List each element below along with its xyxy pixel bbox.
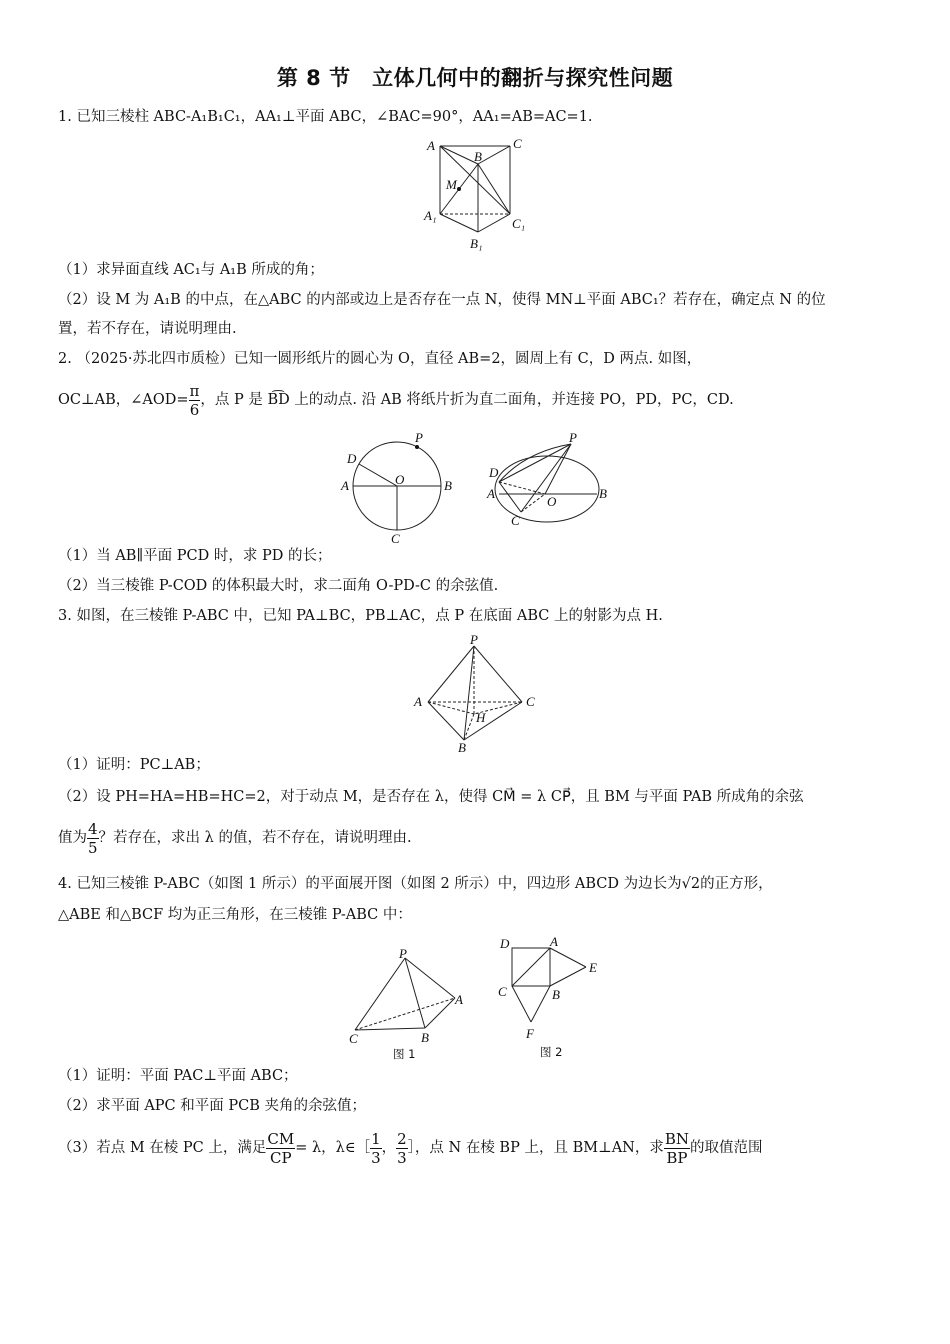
problem-1-part-2-cont: 置，若不存在，请说明理由. — [58, 321, 237, 337]
frac-denominator: BP — [666, 1148, 688, 1167]
label-O: O — [547, 494, 557, 509]
part-text: 的取值范围 — [690, 1140, 763, 1156]
fraction-cm-over-cp — [266, 1130, 295, 1167]
label-O: O — [395, 472, 405, 487]
label-A: A — [414, 694, 422, 709]
problem-2-stem-line1: 2. （2025·苏北四市质检）已知一圆形纸片的圆心为 O，直径 AB=2，圆周上有 C，D 两点. 如图， — [58, 351, 702, 367]
label-C: C — [526, 694, 535, 709]
stem-text: OC⊥AB，∠AOD= — [58, 392, 189, 408]
label-A1: A₁ — [424, 208, 437, 223]
figure-1-caption: 图 1 — [393, 1047, 416, 1061]
frac-denominator: 3 — [397, 1148, 407, 1167]
problem-3-part-1: （1）证明：PC⊥AB； — [58, 757, 210, 773]
label-C: C — [511, 513, 520, 528]
label-B: B — [552, 987, 560, 1002]
label-P: P — [569, 430, 577, 445]
part-text: （3）若点 M 在棱 PC 上，满足 — [58, 1140, 267, 1156]
problem-4-part-1: （1）证明：平面 PAC⊥平面 ABC； — [58, 1068, 298, 1084]
label-C: C — [513, 136, 522, 151]
problem-1-part-1: （1）求异面直线 AC₁与 A₁B 所成的角； — [58, 262, 324, 278]
problem-3-stem: 3. 如图，在三棱锥 P-ABC 中，已知 PA⊥BC，PB⊥AC，点 P 在底面 ABC 上的射影为点 H. — [58, 608, 663, 624]
label-P: P — [470, 632, 478, 647]
label-D: D — [347, 451, 357, 466]
problem-2-figure-circle — [335, 428, 465, 548]
frac-numerator: CM — [267, 1129, 295, 1148]
label-F: F — [526, 1026, 534, 1041]
label-B: B — [474, 149, 482, 164]
frac-numerator: BN — [664, 1129, 690, 1148]
problem-2-part-1: （1）当 AB∥平面 PCD 时，求 PD 的长； — [58, 548, 332, 564]
problem-4-part-3 — [58, 1128, 763, 1168]
problem-3-part-2: （2）设 PH=HA=HB=HC=2，对于动点 M，是否存在 λ，使得 CM⃗ = λ CP⃗，且 BM 与平面 PAB 所成角的余弦 — [58, 789, 804, 805]
problem-4-figure-2 — [494, 932, 614, 1062]
part-text: = λ，λ∈［ — [295, 1140, 371, 1156]
fraction-4-over-5 — [87, 820, 99, 857]
frac-denominator: CP — [269, 1148, 292, 1167]
label-A: A — [341, 478, 349, 493]
problem-4-part-2: （2）求平面 APC 和平面 PCB 夹角的余弦值； — [58, 1098, 366, 1114]
label-D: D — [500, 936, 510, 951]
label-C: C — [498, 984, 507, 999]
label-D: D — [489, 465, 499, 480]
label-H: H — [476, 710, 486, 725]
problem-1-figure — [420, 136, 530, 256]
problem-4-stem-line2: △ABE 和△BCF 均为正三角形，在三棱锥 P-ABC 中： — [58, 907, 412, 923]
label-C: C — [391, 531, 400, 546]
frac-numerator: π — [189, 381, 200, 400]
problem-1-part-2: （2）设 M 为 A₁B 的中点，在△ABC 的内部或边上是否存在一点 N，使得 MN⊥平面 ABC₁？若存在，确定点 N 的位 — [58, 292, 826, 308]
label-P: P — [415, 430, 423, 445]
label-P: P — [399, 946, 407, 961]
problem-3-part-2-cont — [58, 818, 412, 858]
fraction-1-over-3 — [370, 1130, 382, 1167]
frac-denominator: 6 — [189, 400, 200, 419]
label-B: B — [458, 740, 466, 755]
frac-numerator: 1 — [371, 1129, 381, 1148]
problem-2-part-2: （2）当三棱锥 P-COD 的体积最大时，求二面角 O-PD-C 的余弦值. — [58, 578, 499, 594]
frac-denominator: 5 — [88, 838, 98, 857]
label-B1: B₁ — [470, 236, 483, 251]
part-text: ？若存在，求出 λ 的值，若不存在，请说明理由. — [98, 830, 412, 846]
label-M: M — [446, 177, 457, 192]
problem-4-stem-line1: 4. 已知三棱锥 P-ABC（如图 1 所示）的平面展开图（如图 2 所示）中，四边形 ABCD 为边长为√2的正方形， — [58, 876, 773, 892]
label-A: A — [550, 934, 558, 949]
label-A: A — [455, 992, 463, 1007]
part-text: ， — [381, 1140, 397, 1156]
label-B: B — [599, 486, 607, 501]
label-C1: C₁ — [512, 216, 526, 231]
problem-2-stem-line2 — [58, 380, 734, 420]
part-text: ］，点 N 在棱 BP 上，且 BM⊥AN，求 — [407, 1140, 664, 1156]
problem-4-figure-1 — [345, 948, 475, 1063]
frac-numerator: 2 — [397, 1129, 407, 1148]
frac-numerator: 4 — [88, 819, 98, 838]
problem-2-figure-folded — [485, 432, 615, 537]
label-E: E — [589, 960, 597, 975]
frac-denominator: 3 — [371, 1148, 381, 1167]
page-title: 第 8 节 立体几何中的翻折与探究性问题 — [276, 66, 674, 90]
problem-1-stem: 1. 已知三棱柱 ABC-A₁B₁C₁，AA₁⊥平面 ABC，∠BAC=90°，AA₁=AB=AC=1. — [58, 109, 593, 125]
label-A: A — [427, 138, 435, 153]
label-C: C — [349, 1031, 358, 1046]
fraction-2-over-3 — [396, 1130, 408, 1167]
problem-3-figure — [410, 634, 545, 754]
fraction-pi-over-6 — [189, 382, 201, 419]
part-text: 值为 — [58, 830, 87, 846]
fraction-bn-over-bp — [664, 1130, 690, 1167]
stem-text: ，点 P 是 B͡D 上的动点. 沿 AB 将纸片折为直二面角，并连接 PO，PD，PC，CD. — [200, 392, 734, 408]
label-B: B — [421, 1030, 429, 1045]
label-A: A — [487, 486, 495, 501]
figure-2-caption: 图 2 — [540, 1045, 563, 1059]
label-B: B — [444, 478, 452, 493]
